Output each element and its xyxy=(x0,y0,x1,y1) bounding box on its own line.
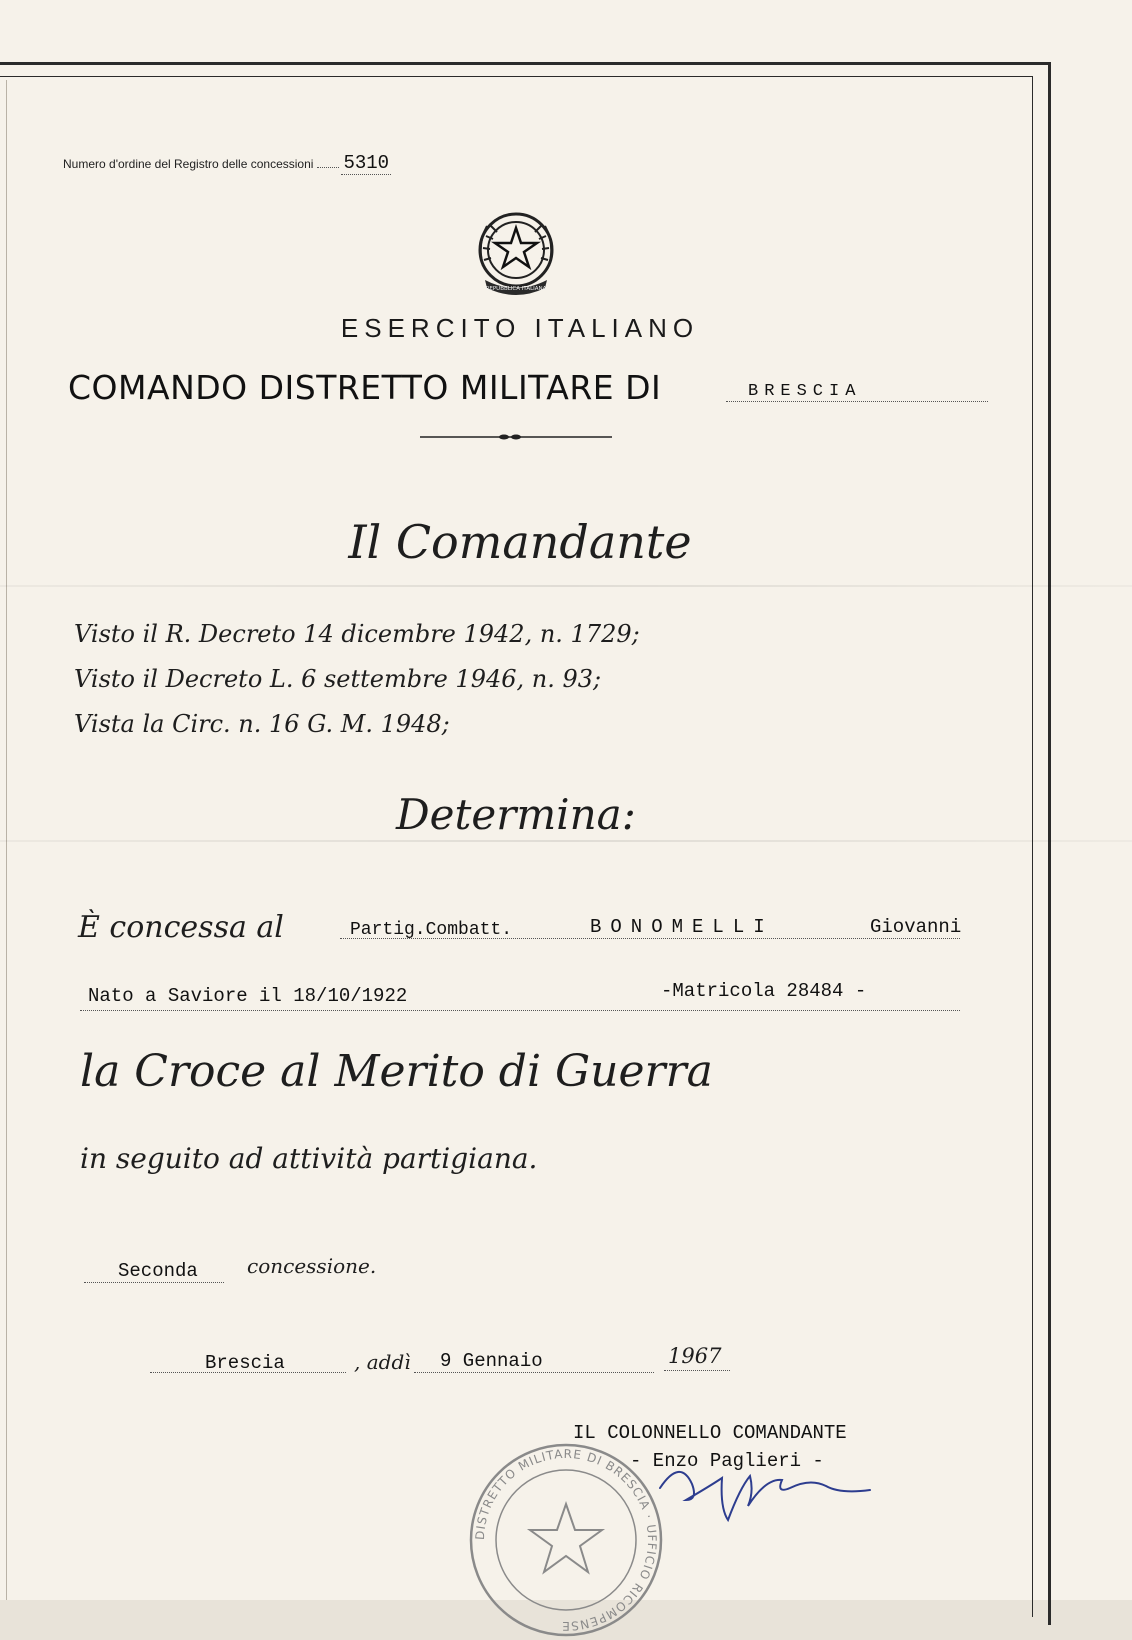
award-name: la Croce al Merito di Guerra xyxy=(80,1046,713,1097)
frame-border-inner xyxy=(0,76,1033,1617)
paper-fold-line xyxy=(0,585,1132,587)
dotted-fill-line xyxy=(84,1282,224,1283)
divider-ornament xyxy=(420,433,612,441)
army-heading: ESERCITO ITALIANO xyxy=(340,313,700,343)
district-command-heading: COMANDO DISTRETTO MILITARE DI xyxy=(68,368,662,407)
italian-republic-emblem-icon xyxy=(471,204,561,300)
recital-1: Visto il R. Decreto 14 dicembre 1942, n. 1729; xyxy=(74,620,640,648)
granted-to-label: È concessa al xyxy=(78,910,284,945)
award-reason: in seguito ad attività partigiana. xyxy=(80,1142,538,1175)
determination-heading: Determina: xyxy=(396,790,636,839)
register-label: Numero d'ordine del Registro delle concessioni xyxy=(63,157,314,171)
handwritten-signature xyxy=(650,1448,890,1528)
dotted-fill xyxy=(317,167,339,168)
addi-label: , addì xyxy=(354,1350,411,1374)
concession-label: concessione. xyxy=(247,1254,377,1278)
stamp-legend: DISTRETTO MILITARE DI BRESCIA · UFFICIO RICOMPENSE xyxy=(472,1446,660,1634)
emblem-motto: REPUBBLICA ITALIANA xyxy=(485,286,547,292)
issue-date: 9 Gennaio xyxy=(440,1350,543,1372)
dotted-fill-line xyxy=(664,1370,730,1371)
certificate-title: Il Comandante xyxy=(348,515,692,569)
recipient-surname: BONOMELLI xyxy=(590,916,774,938)
register-line xyxy=(63,152,391,174)
concession-ordinal: Seconda xyxy=(118,1260,198,1282)
signatory-name: - Enzo Paglieri - xyxy=(630,1450,824,1472)
paper-fold-line xyxy=(0,840,1132,842)
birth-details: Nato a Saviore il 18/10/1922 xyxy=(88,985,408,1007)
recital-3: Vista la Circ. n. 16 G. M. 1948; xyxy=(74,710,450,738)
recital-2: Visto il Decreto L. 6 settembre 1946, n. 93; xyxy=(74,665,602,693)
recipient-first-name: Giovanni xyxy=(870,916,962,938)
dotted-fill-line xyxy=(414,1372,654,1373)
issue-place: Brescia xyxy=(205,1352,285,1374)
recipient-rank: Partig.Combatt. xyxy=(350,920,513,940)
district-city: BRESCIA xyxy=(726,382,988,402)
signatory-title: IL COLONNELLO COMANDANTE xyxy=(573,1422,847,1444)
register-number: 5310 xyxy=(343,152,390,174)
dotted-fill-line xyxy=(80,1010,960,1011)
service-number: -Matricola 28484 - xyxy=(661,980,867,1002)
issue-year: 1967 xyxy=(668,1344,722,1368)
